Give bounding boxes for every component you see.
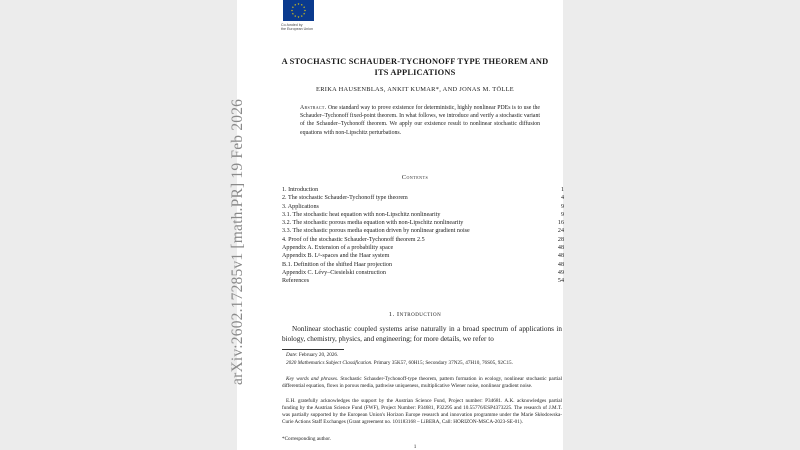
toc-entry[interactable] [282,186,564,194]
eu-star-icon [298,3,300,5]
toc-entry-page: 48 [557,245,564,252]
footnote-corresponding: *Corresponding author. [282,436,331,442]
page-number: 1 [413,444,417,450]
toc-entry[interactable] [282,211,564,219]
eu-star-icon [301,15,303,17]
toc-entry-label: 3.1. The stochastic heat equation with non-Lipschitz nonlinearity [282,211,441,218]
contents-heading: Contents [401,174,429,181]
toc-entry-page: 24 [557,228,564,235]
abstract-text: One standard way to prove existence for deterministic, highly nonlinear PDEs is to use the Schauder–Tychonoff fixed-point theorem. In what follows, we introduce and verify a stochastic variant of the Schauder–Tychonoff theorem. We apply our existence result to nonlinear stochastic diffusion equations with non-Lipschitz perturbations. [300,105,540,136]
eu-flag-icon [283,0,314,21]
eu-star-icon [294,4,296,6]
eu-logo-line1: Co-funded by [281,23,303,27]
toc-entry-page: 16 [557,220,564,227]
footnote-keywords [282,376,562,390]
toc-entry-label: B.1. Definition of the shifted Haar projection [282,261,392,268]
eu-star-icon [301,4,303,6]
toc-entry[interactable] [282,244,564,252]
eu-logo-caption [281,23,321,31]
footnote-keywords-label: Key words and phrases. [286,376,339,382]
eu-cofunded-logo [281,0,313,33]
footnote-msc [282,360,562,367]
toc-entry[interactable] [282,269,564,277]
toc-entry[interactable] [282,277,564,285]
abstract [300,104,540,137]
toc-entry[interactable] [282,236,564,244]
paper-title [270,56,560,78]
toc-entry[interactable] [282,203,564,211]
toc-entry-label: References [282,278,310,285]
toc-entry-label: 4. Proof of the stochastic Schauder-Tychonoff theorem 2.5 [282,236,425,243]
toc-entry-label: 3.2. The stochastic porous media equation with non-Lipschitz nonlinearity [282,220,464,227]
toc-entry[interactable] [282,261,564,269]
toc-entry-label: Appendix B. Lᵖ-spaces and the Haar system [282,253,390,260]
eu-star-icon [292,6,294,8]
toc-entry-page: 28 [557,236,564,243]
toc-entry-label: 3. Applications [282,203,319,210]
footnote-funding: E.H. gratefully acknowledges the support by the Austrian Science Fund, Project number: P34681. A.K. acknowledges partial funding by the Austrian Science Fund (FWF), Project Number: P34681, P32295 and 10.55776/ESP4373225. The research of J.M.T. was partially supported by the European Union's Horizon Europe research and innovation programme under the Marie Skłodowska-Curie Actions Staff Exchanges (Grant agreement no. 101183168 – LiBERA, Call: HORIZON-MSCA-2023-SE-01). [282,398,562,425]
toc-entry-page: 48 [557,261,564,268]
toc-entry-page: 54 [557,278,564,285]
toc-entry[interactable] [282,252,564,260]
introduction-text: Nonlinear stochastic coupled systems arise naturally in a broad spectrum of applications in biology, chemistry, physics, and engineering; for more details, we refer to [282,325,562,344]
paper-title-line1: A STOCHASTIC SCHAUDER-TYCHONOFF TYPE THEOREM AND [281,57,549,66]
toc-entry-page: 1 [560,187,564,193]
footnote-msc-label: 2020 Mathematics Subject Classification. [286,360,373,366]
footnote-rule [282,349,344,350]
footnote-date-value: : February 20, 2026. [296,352,339,358]
arxiv-identifier[interactable]: arXiv:2602.17285v1 [math.PR] 19 Feb 2026 [229,98,246,385]
paper-authors: ERIKA HAUSENBLAS, ANKIT KUMAR*, AND JONAS M. TÖLLE [316,86,514,93]
eu-star-icon [303,13,305,15]
toc-entry-page: 49 [557,269,564,276]
footnote-msc-value: Primary 35K57, 60H15; Secondary 37N25, 47H10, 76S05, 92C15. [372,360,513,366]
eu-star-icon [294,15,296,17]
toc-entry-label: 3.3. The stochastic porous media equation driven by nonlinear gradient noise [282,228,470,235]
toc-entry-page: 48 [557,253,564,260]
toc-entry-label: Appendix A. Extension of a probability space [282,245,394,252]
toc-entry-label: 2. The stochastic Schauder-Tychonoff type theorem [282,195,408,202]
toc-entry-label: 1. Introduction [282,187,319,193]
toc-entry-label: Appendix C. Lévy–Ciesielski construction [282,269,386,276]
eu-star-icon [298,16,300,18]
toc-entry-page: 4 [560,195,564,202]
eu-logo-line2: the European Union [281,27,313,31]
paper-title-line2: ITS APPLICATIONS [374,68,456,77]
footnote-keywords-value: Stochastic Schauder-Tychonoff-type theorem, pattern formation in ecology, nonlinear stochastic partial differential equation, flows in porous media, pathwise uniqueness, multiplicative Wiener noise, nonlinear gradient noise. [282,376,562,389]
toc-entry-page: 9 [560,211,564,218]
abstract-label: Abstract. [300,105,327,111]
eu-star-icon [291,9,293,11]
footnote-date [282,352,562,359]
eu-star-icon [303,6,305,8]
toc-entry[interactable] [282,219,564,227]
toc-entry-page: 9 [560,203,564,210]
toc-entry[interactable] [282,227,564,235]
table-of-contents [282,186,564,286]
toc-entry[interactable] [282,194,564,202]
eu-star-icon [292,13,294,15]
section-heading-introduction: 1. Introduction [388,311,442,318]
eu-stars-icon [283,0,314,21]
footnote-date-label: Date [286,352,297,358]
eu-star-icon [304,9,306,11]
